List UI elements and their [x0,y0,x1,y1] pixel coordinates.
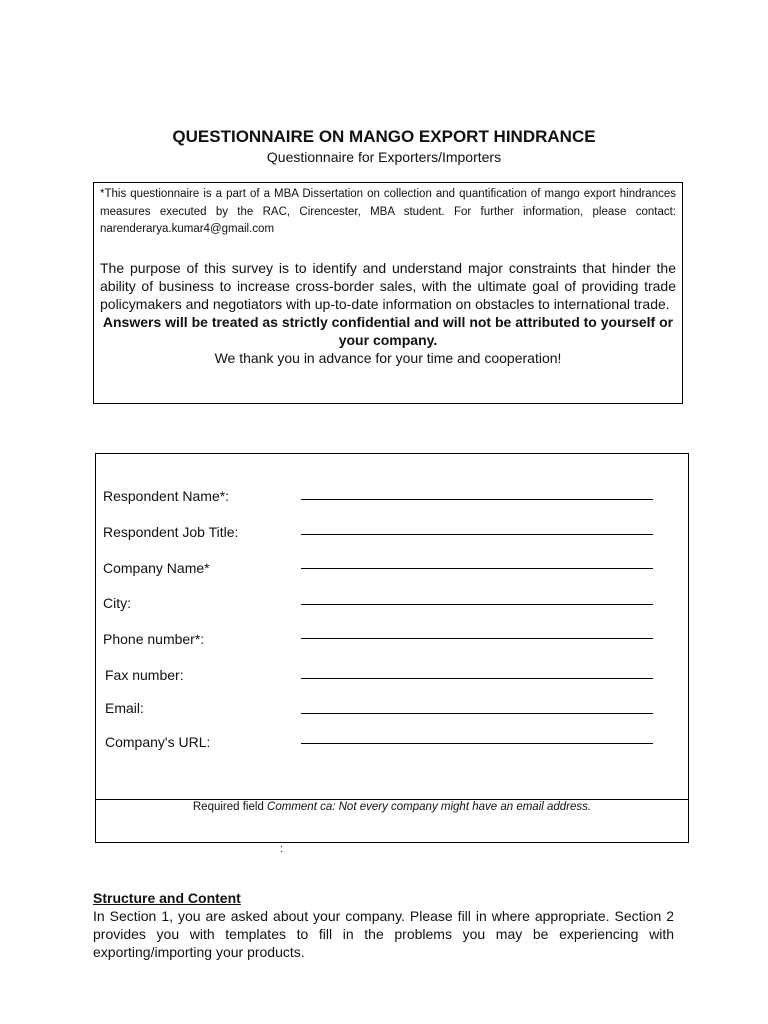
email-label: Email: [105,700,144,716]
respondent-job-title-label: Respondent Job Title: [103,524,239,540]
intro-box [93,182,683,404]
city-label: City: [103,595,131,611]
stray-colon: : [280,843,284,855]
company-url-label: Company's URL: [105,734,211,750]
city-field[interactable] [301,604,653,605]
comment-text: Comment ca: Not every company might have an email address. [267,801,592,813]
structure-paragraph: In Section 1, you are asked about your company. Please fill in where appropriate. Section 2 provides you with templates to fill in the problems you may be experiencing with exporting/importing your products. [93,908,674,960]
company-name-field[interactable] [301,568,653,569]
respondent-name-field[interactable] [301,499,653,500]
phone-number-field[interactable] [301,638,653,639]
form-divider [96,799,688,800]
page-subtitle: Questionnaire for Exporters/Importers [266,149,502,165]
phone-number-label: Phone number*: [103,631,205,647]
confidentiality-statement: Answers will be treated as strictly confidential and will not be attributed to yourself or your company. [102,313,674,348]
company-url-field[interactable] [301,743,653,744]
required-field-note [96,801,688,813]
email-field[interactable] [301,713,653,714]
page-title: QUESTIONNAIRE ON MANGO EXPORT HINDRANCE [172,127,596,146]
respondent-job-title-field[interactable] [301,534,653,535]
respondent-form [95,453,689,843]
purpose-paragraph: The purpose of this survey is to identify and understand major constraints that hinder the ability of business to increase cross-border sales, with the ultimate goal of providing trade policymakers and negotiators with up-to-date information on obstacles to international trade. [100,259,676,312]
thanks-line: We thank you in advance for your time and cooperation! [214,349,562,366]
respondent-name-label: Respondent Name*: [103,488,230,504]
required-field-text: Required field [192,801,264,813]
structure-heading: Structure and Content [93,890,241,906]
company-name-label: Company Name* [103,560,210,576]
fax-number-label: Fax number: [105,667,184,683]
dissertation-note: *This questionnaire is a part of a MBA Dissertation on collection and quantification of mango export hindrances measures executed by the RAC, Cirencester, MBA student. For further information, please contact: narenderarya.kumar4@gmail.com [100,188,676,235]
fax-number-field[interactable] [301,678,653,679]
